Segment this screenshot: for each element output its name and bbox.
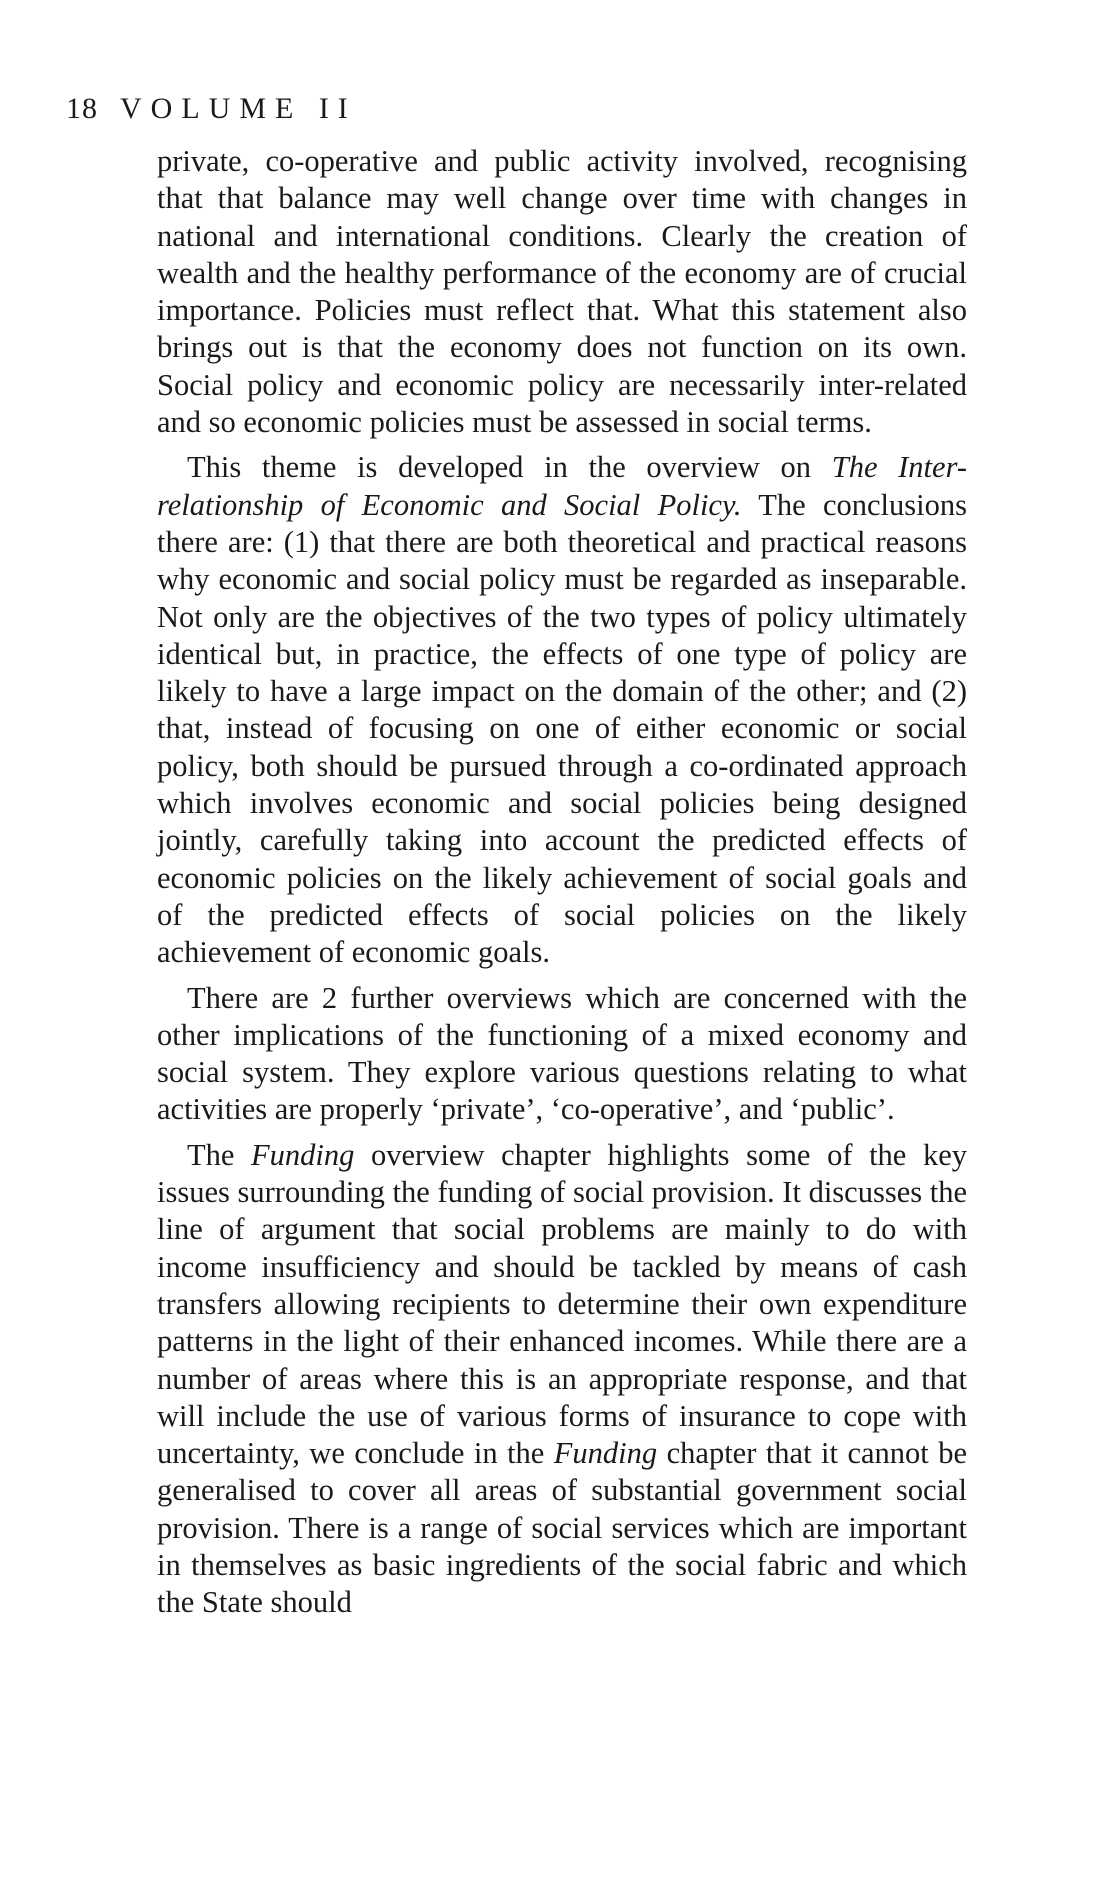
- page-number: 18: [66, 92, 98, 125]
- paragraph-text: overview chapter highlights some of the key issues surrounding the funding of social provision. It discusses the line of argument that social problems are mainly to do with income insufficiency and should be tackled by means of cash transfers allowing recipients to determine their own expenditure patterns in the light of their enhanced incomes. While there are a number of areas where this is an appropriate response, and that will include the use of various forms of insurance to cope with uncertainty, we conclude in the: [157, 1137, 967, 1471]
- paragraph-1: [157, 143, 967, 441]
- funding-title-italic: Funding: [251, 1137, 355, 1172]
- paragraph-4: [157, 1137, 967, 1622]
- paragraph-text: This theme is developed in the overview on: [187, 450, 832, 485]
- paragraph-text: chapter that it cannot be generalised to cover all areas of substantial government social provision. There is a range of social services which are important in themselves as basic ingredients of the social fabric and which the State should: [157, 1436, 967, 1620]
- body-text: [157, 143, 967, 1630]
- running-head: [66, 94, 357, 124]
- paragraph-3: [157, 980, 967, 1129]
- overview-title-italic: The Inter-relationship of Economic and Social Policy.: [157, 450, 967, 522]
- paragraph-2: [157, 449, 967, 971]
- paragraph-text: The conclusions there are: (1) that there are both theoretical and practical reasons why economic and social policy must be regarded as inseparable. Not only are the objectives of the two types of policy ultimately identical but, in practice, the effects of one type of policy are likely to have a large impact on the domain of the other; and (2) that, instead of focusing on one of either economic or social policy, both should be pursued through a co-ordinated approach which involves economic and social policies being designed jointly, carefully taking into account the predicted effects of economic policies on the likely achievement of social goals and of the predicted effects of social policies on the likely achievement of economic goals.: [157, 487, 967, 970]
- paragraph-text: There are 2 further overviews which are concerned with the other implications of the functioning of a mixed economy and social system. They explore various questions relating to what activities are properly ‘private’, ‘co-operative’, and ‘public’.: [157, 980, 967, 1127]
- paragraph-text: private, co-operative and public activity involved, recognising that that balance may well change over time with changes in national and international conditions. Clearly the creation of wealth and the healthy performance of the economy are of crucial importance. Policies must reflect that. What this statement also brings out is that the economy does not function on its own. Social policy and economic policy are necessarily inter-related and so economic policies must be assessed in social terms.: [157, 144, 967, 440]
- funding-title-italic: Funding: [553, 1436, 658, 1471]
- paragraph-text: The: [187, 1137, 252, 1172]
- volume-label: VOLUME II: [120, 92, 357, 125]
